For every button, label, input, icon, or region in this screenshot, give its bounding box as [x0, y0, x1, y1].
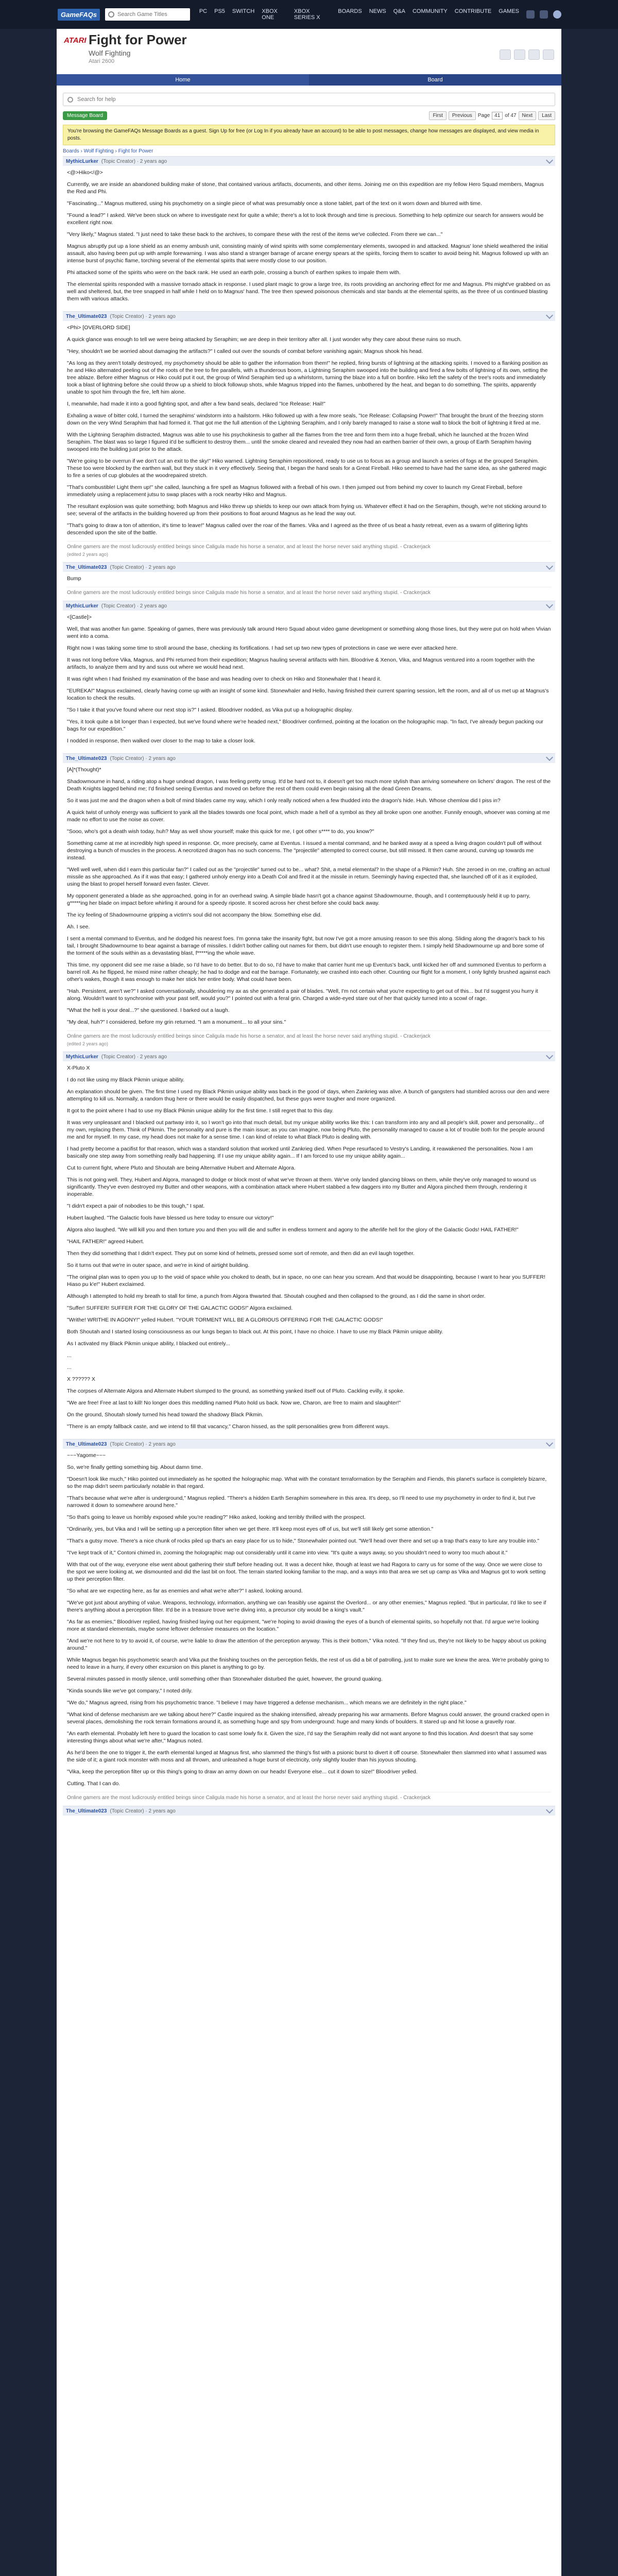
post: [63, 1439, 555, 1806]
post-paragraph: While Magnus began his psychometric search and Vika put the finishing touches on the perception fields, the rest of us did a bit of patrolling, just to make sure we knew the area. We're probably going to need to leave in a hurry, if every other excursion on this planet is anything to go by.: [67, 1657, 550, 1670]
post-paragraph: It got to the point where I had to use my Black Pikmin unique ability for the first time. I still regret that to this day.: [67, 1108, 334, 1114]
nav-news[interactable]: NEWS: [369, 8, 386, 14]
post-paragraph: "That's going to draw a ton of attention, it's time to leave!" Magnus called over the roar of the flames. Vika and I agreed as the three of us beat a hasty retreat, even as a swarm of glittering lights descended upon the site of the battle.: [67, 522, 528, 536]
post-paragraph: Both Shoutah and I started losing consciousness as our lungs began to black out. At this point, I have no choice. I have to use my Black Pikmin unique ability.: [67, 1329, 443, 1335]
site-header: [0, 0, 618, 29]
page-label: Page: [477, 112, 490, 118]
post-paragraph: This time, my opponent did see me raise a blade, so I'd have to do better. But to do so, I'd have to make that carrier hunt me up Eventus's back, until kicked her off and summoned Eventus to perform a barrel roll. As he flipped, he mixed mine rather cheaply; he had to dodge and eat the barrage. Fortunately, we crashed into each other. Counting our flight for a moment, I only lightly brushed against each other's wakes, though it was enough to make her stick her entire body. What could have been.: [67, 962, 551, 982]
post-paragraph: I, meanwhile, had made it into a good fighting spot, and after a few band seals, declared "Ice Release: Hail!": [67, 401, 325, 407]
post-paragraph: "The original plan was to open you up to the void of space while you choked to death, but in space, no one can hear you scream. And that would be disappointing, because I want to hear you SUFFER! Hiaso pu k'e!" Hubert exclaimed.: [67, 1274, 545, 1287]
post-paragraph: Well, that was another fun game. Speaking of games, there was previously talk around Hero Squad about video game development or something along those lines, but they were put on hold when Vivian went into a coma.: [67, 626, 551, 639]
post-paragraph: "As far as enemies," Bloodriver replied, having finished laying out her equipment, "we're hoping to avoid drawing the eyes of a bunch of elemental spirits, so hopefully not that. I'd argue we're looking more at standard elementals, maybe some leftover defensive measures on the location.": [67, 1619, 539, 1632]
post-edited-note: (edited 2 years ago): [67, 552, 109, 557]
post-paragraph: I nodded in response, then walked over closer to the map to take a closer look.: [67, 738, 255, 744]
post-username[interactable]: MythicLurker: [66, 158, 98, 164]
avatar[interactable]: [553, 10, 561, 19]
post: [63, 1052, 555, 1439]
post-paragraph: Bump: [67, 575, 81, 582]
post-paragraph: Cut to current fight, where Pluto and Shoutah are being Alternative Hubert and Alternate Algora.: [67, 1165, 296, 1171]
post-paragraph: Magnus abruptly put up a lone shield as an enemy ambush unit, consisting mainly of wind spirits with some complementary elements, swooped in and attacked. Magnus' lone shield weathered the initial assault, also having been put up with ample forewarning. I was also stand a stranger barrage of arcane energy spears at the spirits, forcing them to scatter to avoid being hit. Magnus followed up with an intense burst of psychic flame, torching several of the elemental spirits that were mostly close to our position.: [67, 243, 549, 264]
post-paragraph: "We've got just about anything of value. Weapons, technology, information, anything we can feasibly use against the Overlord... or any other enemies," Magnus replied. "But in particular, I'd like to see if there's anything about a perception filter. It'd be in a treasure trove we're diving into, a precursor city would be a king's vault.": [67, 1600, 546, 1613]
nav-xbox-one[interactable]: XBOX ONE: [262, 8, 278, 21]
post-body: [63, 1816, 555, 1823]
post-paragraph: "EUREKA!" Magnus exclaimed, clearly having come up with an insight of some kind. Stonewhaler and Hello, having finished their current sparring session, left the room, and all of us met up at Magnus's location to check the results.: [67, 688, 549, 701]
post-paragraph: "So what are we expecting here, as far as enemies and what we're after?" I asked, looking around.: [67, 1588, 303, 1594]
post-meta: (Topic Creator) · 2 years ago: [110, 755, 176, 761]
post-paragraph: "I didn't expect a pair of nobodies to be this tough," I spat.: [67, 1203, 205, 1209]
post-paragraph: Phi attacked some of the spirits who were on the back rank. He used an earth pole, crossing a bunch of earthen spikes to impale them with.: [67, 269, 401, 276]
help-search-input[interactable]: [76, 96, 551, 103]
search-icon: [67, 97, 73, 103]
game-title-block: [89, 32, 187, 64]
last-page-button[interactable]: Last: [538, 111, 555, 120]
post-paragraph: Then they did something that I didn't expect. They put on some kind of helmets, pressed some sort of remote, and then did an evil laugh together.: [67, 1250, 415, 1257]
search-icon: [108, 11, 114, 18]
nav-ps5[interactable]: PS5: [214, 8, 225, 14]
post-header: [63, 1052, 555, 1061]
top-nav: [199, 8, 526, 21]
first-page-button[interactable]: First: [429, 111, 446, 120]
post-body: [63, 763, 555, 1052]
post-header: [63, 312, 555, 321]
post-paragraph: Ah. I see.: [67, 924, 90, 930]
nav-xbox-series-x[interactable]: XBOX SERIES X: [294, 8, 320, 21]
post-body: [63, 1061, 555, 1439]
help-search[interactable]: [63, 93, 555, 106]
tab-bar: [57, 74, 561, 86]
chevron-down-icon[interactable]: [546, 563, 553, 570]
post-paragraph: X-Pluto X: [67, 1065, 90, 1071]
page-select[interactable]: 41: [492, 112, 503, 120]
post-paragraph: ...: [67, 1364, 72, 1370]
post-paragraph: The icy feeling of Shadowmourne gripping a victim's soul did not accompany the blow. Something else did.: [67, 912, 322, 918]
post-paragraph: Exhaling a wave of bitter cold, I turned the seraphims' windstorm into a hailstorm. Hiko followed up with a few more seals, "Ice Release: Collapsing Power!" That brought the brunt of the freezing storm down on the very Wind Seraphim that had formed it. That got me the full attention of the Lightning Seraphim, and I only barely managed to raise a stone wall to block the bolt of lightning it fired at me.: [67, 413, 543, 426]
post-paragraph: It was very unpleasant and I blacked out partway into it, so I won't go into that much detail, but my unique ability works like this: I can transform into any and all people's skill, power and personality... of my own, replacing them. Think of Pikmin. The personality and pure is the main issue; as you can imagine, now being Pluto, the personality managed to cause a lot of trouble both for the people around me and for myself. In my case, my head does not make for a sense time. I can kind of relate to what Black Pluto is dealing with.: [67, 1120, 545, 1140]
page-count: of 47: [505, 112, 517, 118]
post-paragraph: "We are free! Free at last to kill! No longer does this meddling named Pluto hold us back. Now we, Charon, are free to maim and slaughter!": [67, 1400, 401, 1406]
post-paragraph: "An earth elemental. Probably left here to guard the location to cast some lowly fix it. Given the size, I'd say the Seraphim really did not want anyone to find this location. And doesn't that say some interesting things about what we're after," Magnus noted.: [67, 1731, 534, 1744]
post-signature: Online gamers are the most ludicrously entitled beings since Caligula made his horse a senator, and at least the horse never said anything stupid. - Crackerjack: [67, 1030, 551, 1040]
prev-page-button[interactable]: Previous: [449, 111, 476, 120]
publisher-logo: ATARI: [64, 36, 87, 45]
post-edited-note: (edited 2 years ago): [67, 1041, 109, 1046]
chevron-down-icon[interactable]: [546, 601, 553, 608]
post-paragraph: "Sooo, who's got a death wish today, huh? May as well show yourself; make this quick for me, I got other s**** to do, you know?": [67, 828, 374, 835]
post-paragraph: "Yes, it took quite a bit longer than I expected, but we've found where we're headed next," Bloodriver confirmed, pointing at the location on the holographic map. "In fact, I've already begun packing our bags for our expedition.": [67, 719, 544, 732]
post-paragraph: ...: [67, 1352, 72, 1359]
site-search[interactable]: [105, 8, 190, 21]
post-body: [63, 611, 555, 753]
post-paragraph: On the ground, Shoutah slowly turned his head toward the shadowy Black Pikmin.: [67, 1412, 264, 1418]
messages-icon[interactable]: [540, 10, 548, 19]
post-list: [63, 156, 555, 1823]
game-platform[interactable]: Atari 2600: [89, 58, 115, 64]
post-username[interactable]: The_Ultimate023: [66, 1808, 107, 1814]
chevron-down-icon[interactable]: [546, 754, 553, 761]
board-controls: [63, 109, 555, 122]
post-header: [63, 1439, 555, 1449]
nav-boards[interactable]: BOARDS: [338, 8, 362, 14]
notifications-icon[interactable]: [526, 10, 535, 19]
post-paragraph: A quick glance was enough to tell we were being attacked by Seraphim; we are deep in their territory after all. I just wonder why they care about these ruins so much.: [67, 336, 462, 343]
post-username[interactable]: The_Ultimate023: [66, 1441, 107, 1447]
post-header: [63, 157, 555, 166]
post-meta: (Topic Creator) · 2 years ago: [110, 313, 176, 319]
post-paragraph: Shadowmourne in hand, a riding atop a huge undead dragon, I was feeling pretty smug. It'd be hard not to, it doesn't get too much more stylish than arriving somewhere on lichers' dragon. The rest of the Death Knights lagged behind me; I'd finished seeing Eventus and moved on before the rest of them could even begin raising all the dead Green Dreams.: [67, 778, 551, 792]
post-paragraph: "That's because what we're after is underground," Magnus replied. "There's a hidden Earth Seraphim somewhere in this area. It's deep, so I'll need to use my psychometry in order to find it, but I've narrowed it down to somewhere around here.": [67, 1495, 536, 1509]
post-paragraph: "What kind of defense mechanism are we talking about here?" Castle inquired as the shaking intensified, already preparing his war armaments. Before Magnus could answer, the ground cracked open in several places, demolishing the rock terrain formations around it, as something huge and spy from underground: huge and many kinds of boulders. It stared up and hit loose a gravelly roar.: [67, 1711, 550, 1725]
post-paragraph: Right now I was taking some time to stroll around the base, checking its fortifications. I had set up two new types of protections in case we were ever attacked here.: [67, 645, 458, 651]
post-username[interactable]: MythicLurker: [66, 603, 98, 609]
post-paragraph: As I activated my Black Pikmin unique ability, I blacked out entirely...: [67, 1341, 230, 1347]
post-paragraph: The corpses of Alternate Algora and Alternate Hubert slumped to the ground, as something yanked itself out of Pluto. Cackling evilly, it spoke.: [67, 1388, 405, 1394]
post-paragraph: "Fascinating..." Magnus muttered, using his psychometry on a single piece of what was presumably once a stone tablet, part of the text on it worn down and blurred with time.: [67, 200, 482, 207]
nav-switch[interactable]: SWITCH: [232, 8, 255, 14]
post-paragraph: As he'd been the one to trigger it, the earth elemental lunged at Magnus first, who slammed the thing's fist with a psionic burst to divert it off course. Stonewhaler then slammed into what I assumed was the side of it; a giant rock monster with moss and all thrown, and unleashed a huge burst of electricity, only slightly louder than his joyous shouting.: [67, 1750, 547, 1763]
post-paragraph: It was not long before Vika, Magnus, and Phi returned from their expedition; Magnus hauling several artifacts with him. Bloodrive & Xenon, Vika, and Magnus ventured into a room together with the artifacts, to analyze them and try and suss out where we would head next.: [67, 657, 535, 670]
post-paragraph: "And we're not here to try to avoid it, of course, we're liable to draw the attention of the perception anyway. This is their bottom," Vika noted. "If they find us, they're not likely to be happy about us poking around.": [67, 1638, 546, 1651]
post-paragraph: X ?????? X: [67, 1376, 95, 1382]
post-paragraph: "Writhe! WRITHE IN AGONY!" yelled Hubert. "YOUR TORMENT WILL BE A GLORIOUS OFFERING FOR THE GALACTIC GODS!": [67, 1317, 383, 1323]
main-content: [57, 86, 561, 2576]
post-paragraph: "That's a gutsy move. There's a nice chunk of rocks piled up that's an easy place for us to hide," Stonewhaler pointed out. "We'll head over there and set up a trap that's easy to lure any trouble into.": [67, 1538, 539, 1544]
pagination: [429, 111, 555, 120]
chevron-down-icon[interactable]: [546, 1806, 553, 1814]
more-icon[interactable]: [543, 49, 554, 60]
post-paragraph: Although I attempted to hold my breath to stall for time, a punch from Algora thwarted that. Shoutah coughed and then collapsed to the ground, as I did the same in short order.: [67, 1293, 486, 1299]
post-paragraph: So it was just me and the dragon when a bolt of mind blades came my way, which I only really noticed when a few thudded into the dragon's hide. Huh. Whose chemlow did I piss in?: [67, 798, 501, 804]
nav-contribute[interactable]: CONTRIBUTE: [454, 8, 492, 14]
post-paragraph: Several minutes passed in mostly silence, until something other than Stonewhaler disturbed the quiet, however, the ground quaking.: [67, 1676, 383, 1682]
post-username[interactable]: The_Ultimate023: [66, 313, 107, 319]
header-actions: [500, 49, 554, 60]
post-meta: (Topic Creator) · 2 years ago: [110, 1441, 176, 1447]
post-paragraph: ~~~Yagome~~~: [67, 1452, 106, 1459]
game-header: [57, 29, 561, 74]
post-paragraph: "Doesn't look like much," Hiko pointed out immediately as he spotted the holographic map. What with the constant terraformation by the Seraphim and Fiends, this planet's surface is completely bizarre, so the map didn't seem particularly notable in that regard.: [67, 1476, 547, 1489]
post-body: [63, 572, 555, 601]
site-search-input[interactable]: [116, 11, 187, 18]
post-paragraph: "I've kept track of it," Contoni chimed in, zooming the holographic map out considerably until it came into view. "It's quite a ways away, so you shouldn't need to worry too much about it.": [67, 1550, 508, 1556]
post-username[interactable]: MythicLurker: [66, 1054, 98, 1060]
post-paragraph: <[Castle]>: [67, 614, 92, 620]
post-paragraph: "Well well well, when did I earn this particular fan?" I called out as the "projectile" turned out to be... what? Shit, a metal elemental? In the shape of a Pikmin? Huh. She zeroed in on me, crafting an actual missile as she approached. As if it was that easy; I gathered unholy energy into a Death Coil and fired it at the missile in return. Seemingly having expected that, she launched off of it as it exploded, using the blast to propel herself forward even faster. Clever.: [67, 867, 550, 887]
post-paragraph: "Ordinarily, yes, but Vika and I will be setting up a perception filter when we get there. It'll keep most eyes off of us, but we'll still likely get some attention.": [67, 1526, 434, 1532]
post: [63, 562, 555, 601]
post-paragraph: It was right when I had finished my examination of the base and was heading over to check on Hiko and Stonewhaler that I heard it.: [67, 676, 382, 682]
page-title[interactable]: Fight for Power: [89, 32, 187, 47]
post-paragraph: Hubert laughed. "The Galactic fools have blessed us here today to ensure our victory!": [67, 1215, 274, 1221]
tab-board[interactable]: Board: [309, 74, 561, 86]
post-header: [63, 1806, 555, 1816]
post-meta: (Topic Creator) · 2 years ago: [101, 603, 167, 609]
post-body: [63, 1449, 555, 1806]
post-body: [63, 166, 555, 311]
post-meta: (Topic Creator) · 2 years ago: [101, 158, 167, 164]
chevron-down-icon[interactable]: [546, 1052, 553, 1059]
user-icons: [526, 10, 561, 19]
post: [63, 1806, 555, 1823]
post-username[interactable]: The_Ultimate023: [66, 755, 107, 761]
guest-notice: You're browsing the GameFAQs Message Boards as a guest. Sign Up for free (or Log In if you already have an account) to be able to post messages, change how messages are displayed, and view media in posts.: [63, 125, 555, 145]
post-paragraph: "So I take it that you've found where our next stop is?" I asked. Bloodriver nodded, as Vika put up a holographic display.: [67, 707, 353, 713]
post-paragraph: My opponent generated a blade as she approached, going in for an overhead swing. A simple blade hasn't got a chance against Shadowmourne, though, and I contemptuously held it up to parry, g*****ing her blade on impact before whirling it around for a speedy riposte. It scored across her chest before she could back away.: [67, 893, 530, 906]
tab-home[interactable]: Home: [175, 77, 191, 83]
post-paragraph: I do not like using my Black Pikmin unique ability.: [67, 1077, 184, 1083]
board-badge[interactable]: Message Board: [63, 111, 107, 120]
post-header: [63, 601, 555, 611]
post: [63, 753, 555, 1052]
favorite-icon[interactable]: [500, 49, 511, 60]
post-paragraph: "We do," Magnus agreed, rising from his psychometric trance. "I believe I may have triggered a defense mechanism... which means we are definitely in the right place.": [67, 1700, 467, 1706]
breadcrumb[interactable]: Boards › Wolf Fighting › Fight for Power: [63, 148, 153, 154]
post-paragraph: Algora also laughed. "We will kill you and then torture you and then you will die and suffer in endless torment and agony to the afterlife hell for the glory of the Galactic Gods! HAIL FATHER!": [67, 1227, 519, 1233]
post-paragraph: "Found a lead?" I asked. We've been stuck on where to investigate next for quite a while; there's a lot to look through and time is precious. Something to help optimize our search for answers would be excellent right now.: [67, 212, 544, 226]
post-paragraph: This is not going well. They, Hubert and Algora, managed to dodge or block most of what we've thrown at them. We've only landed glancing blows on them, while they've only managed to wound us significantly. They've even destroyed my Butter and other weapons, with a combination attack where Hubert stabbed a few daggers into my Butter and Algora pinched them through, rendering it inoperable.: [67, 1177, 537, 1197]
post-paragraph: "What the hell is your deal...?" she questioned. I barked out a laugh.: [67, 1007, 230, 1013]
post-paragraph: "Suffer! SUFFER! SUFFER FOR THE GLORY OF THE GALACTIC GODS!" Algora exclaimed.: [67, 1305, 293, 1311]
post-paragraph: "Very likely," Magnus stated. "I just need to take these back to the archives, to compare these with the rest of the items we've collected. From there we can...": [67, 231, 443, 238]
post-paragraph: "My deal, huh?" I considered, before my grin returned. "I am a monument... to all your sins.": [67, 1019, 286, 1025]
chevron-down-icon[interactable]: [546, 312, 553, 319]
nav-community[interactable]: COMMUNITY: [412, 8, 448, 14]
post-paragraph: Something came at me at incredibly high speed in response. Or, more precisely, came at Eventus. I issued a mental command, and he banked away at a speed a living dragon couldn't pull off without destroying a bunch of muscles in the process. A necrotized dragon has no such concerns. The "projectile" attempted to correct course, but still missed. It then came around, curving up towards me instead.: [67, 840, 542, 861]
chevron-down-icon[interactable]: [546, 1439, 553, 1447]
post-paragraph: <@>Hiko</@>: [67, 170, 103, 176]
next-page-button[interactable]: Next: [519, 111, 537, 120]
post-signature: Online gamers are the most ludicrously entitled beings since Caligula made his horse a senator, and at least the horse never said anything stupid. - Crackerjack: [67, 587, 551, 597]
post-paragraph: [A]*(Thought)*: [67, 767, 101, 773]
post-paragraph: A quick twist of unholy energy was sufficient to yank all the blades towards one focal point, which made a hell of a symbol as they all broke upon one another. Funnily enough, whoever was coming at me made no effort to use the noise as cover.: [67, 809, 550, 823]
post-header: [63, 754, 555, 763]
post-signature: Online gamers are the most ludicrously entitled beings since Caligula made his horse a senator, and at least the horse never said anything stupid. - Crackerjack: [67, 1792, 551, 1802]
post-paragraph: I sent a mental command to Eventus, and he dodged his nearest foes. I'm gonna take the insanity fight, but now I've got a more amusing reason to see this along. Sliding along the dragon's back to his tail, I brought Shadowmourne to bear against a barrage of missiles. I didn't bother calling out names for them, but didn't use enough to register them. I simply held Shadowmourne up and bore some of the torment of the souls within as a devastating blast, f*****ing the whole wave.: [67, 936, 545, 956]
post-meta: (Topic Creator) · 2 years ago: [110, 1808, 176, 1814]
game-subtitle: Wolf Fighting: [89, 49, 131, 57]
post: [63, 311, 555, 562]
post-header: [63, 563, 555, 572]
collection-icon[interactable]: [514, 49, 525, 60]
post-paragraph: So, we're finally getting something big. About damn time.: [67, 1464, 203, 1470]
nav-qa[interactable]: Q&A: [393, 8, 405, 14]
post-username[interactable]: The_Ultimate023: [66, 564, 107, 570]
nav-pc[interactable]: PC: [199, 8, 208, 14]
post: [63, 601, 555, 753]
post-paragraph: "There is an empty fallback caste, and we intend to fill that vacancy," Charon hissed, as the split personalities grew from different ways.: [67, 1423, 390, 1430]
post-paragraph: With that out of the way, everyone else went about gathering their stuff before heading out. It was a decent hike, though at least we had Ragora to carry us for some of the way. Once we were close to the spot we were looking at, we dismounted and did the last bit on foot. The terrain started looking familiar to the map, and a ways into that area we set up camp as Vika and Magnus got to work setting up their perception filter.: [67, 1562, 546, 1582]
post-signature: Online gamers are the most ludicrously entitled beings since Caligula made his horse a senator, and at least the horse never said anything stupid. - Crackerjack: [67, 541, 551, 551]
post-paragraph: "That's combustible! Light them up!" she called, launching a fire spell as Magnus followed with a fireball of his own. I then jumped out from behind my cover to launch my Great Fireball, before immediately using a replacement jutsu to swap places with a rock nearby Hiko and Magnus.: [67, 484, 523, 498]
post-meta: (Topic Creator) · 2 years ago: [110, 564, 176, 570]
post-paragraph: "Hah. Persistent, aren't we?" I asked conversationally, shouldering my ax as she generated a pair of blades. "Well, I'm not certain what you're expecting to get out of this... but I'd suggest you hurry it along. Wouldn't want to synchronise with your past self, would you?" I pointed out with a feral grin. Charged a wide-eyed stare out of her that quickly turned into a scowl of rage.: [67, 988, 538, 1002]
post-paragraph: "We're going to be overrun if we don't cut an exit to the sky!" Hiko warned. Lightning Seraphim repositioned, ready to use us to focus as a group and launch a series of fogs at the grouped Seraphim. These too were blocked by the earthen wall, but they stuck in it very effectively. Seeing that, I began the hand seals for a Great Fireball. Hiko seemed to have had the same idea, as she gathered magic to fire a series of cup globules at the woodrepaired stretch.: [67, 458, 547, 479]
post-paragraph: An explanation should be given. The first time I used my Black Pikmin unique ability was back in the good ol' days, when Zankrieg was alive. A bunch of gangsters had stumbled across our den and were attempting to kill us. Normally, a random thug here or there would be easily dispatched, but these guys were tougher and more organized.: [67, 1089, 550, 1102]
post-paragraph: With the Lightning Seraphim distracted, Magnus was able to use his psychokinesis to gather all the flames from the tree and form them into a huge fireball, which he launched at the frozen Wind Seraphim. The blast was so large I figured it'd be sufficient to destroy them... until the smoke cleared and revealed they now had an earthen barrier of their own, a group of Earth Seraphim having swooped into the building just prior to the attack.: [67, 432, 531, 452]
post: [63, 156, 555, 311]
share-icon[interactable]: [528, 49, 540, 60]
post-body: [63, 321, 555, 562]
post-meta: (Topic Creator) · 2 years ago: [101, 1054, 167, 1060]
post-paragraph: "Kinda sounds like we've got company," I noted drily.: [67, 1688, 193, 1694]
post-paragraph: Currently, we are inside an abandoned building make of stone, that contained various artifacts, documents, and other items. Joining me on this expedition are my fellow Hero Squad members, Magnus the Red and Phi.: [67, 181, 544, 195]
post-paragraph: The elemental spirits responded with a massive tornado attack in response. I used plant magic to grow a large tree, its roots providing an anchoring effect for me and Magnus. Phi might've grabbed on as well and sheltered, but, the tree snapped in half while I held on to Magnus' hand. The tree then spewed poisonous chemicals and star bands at the elemental spirits, as the three of us continued blasting them with various attacks.: [67, 281, 551, 302]
nav-games[interactable]: GAMES: [499, 8, 519, 14]
post-paragraph: <Phi> [OVERLORD SIDE]: [67, 325, 130, 331]
site-logo[interactable]: GameFAQs: [58, 9, 100, 21]
post-paragraph: "Hey, shouldn't we be worried about damaging the artifacts?" I called out over the sounds of combat before vanishing again; Magnus shook his head.: [67, 348, 423, 354]
post-paragraph: The resultant explosion was quite something; both Magnus and Hiko threw up shields to keep our own attack from frying us. Whatever effect it had on the Seraphim, though, we're not sticking around to see; several of the artifacts in the building hovered up from their positions to float around Magnus as he lead the way out.: [67, 503, 546, 517]
post-paragraph: "HAIL FATHER!" agreed Hubert.: [67, 1239, 144, 1245]
post-paragraph: "As long as they aren't totally destroyed, my psychometry should be able to gather the information from them!" he replied, firing bursts of lightning at the attacking spirits. I moved to a flanking position as he and Hiko alternated peeling out of the roots of the tree to fire parallels, with a thunderous boom, a Lightning Seraphim swooped into the building and fired a few bolts of lightning of its own, setting the tree ablaze. Before either Magnus or Hiko could put it out, the group of Wind Seraphim tied up a whirlstorm, turning the blaze into a full on bonfire. Hiko left the safety of the tree's roots and immediately took a blast of lightning before she could throw up a shield to block followup shots, while Magnus tripped into the flames, unbothered by the heat, and began to do something. The spirits, apparently unable to spot him through the fire, left him alone.: [67, 360, 548, 395]
post-paragraph: "Vika, keep the perception filter up or this thing's going to draw an army down on our heads! Everyone else... cut it down to size!" Bloodriver yelled.: [67, 1769, 418, 1775]
post-paragraph: So it turns out that we're in outer space, and we're in kind of airtight building.: [67, 1262, 250, 1268]
post-paragraph: Cutting. That I can do.: [67, 1781, 121, 1787]
post-paragraph: "So that's going to leave us horribly exposed while you're reading?" Hiko asked, looking and terribly thrilled with the prospect.: [67, 1514, 366, 1520]
post-paragraph: I had pretty become a pacifist for that reason, which was a standard solution that worked until Zankrieg died. When Pepe resurfaced to Vestry's Landing, it reawakened the personalities. Now I am basically one step away from something really bad happening. If I use my unique ability again... If I am forced to use my unique ability again...: [67, 1146, 533, 1159]
chevron-down-icon[interactable]: [546, 157, 553, 164]
